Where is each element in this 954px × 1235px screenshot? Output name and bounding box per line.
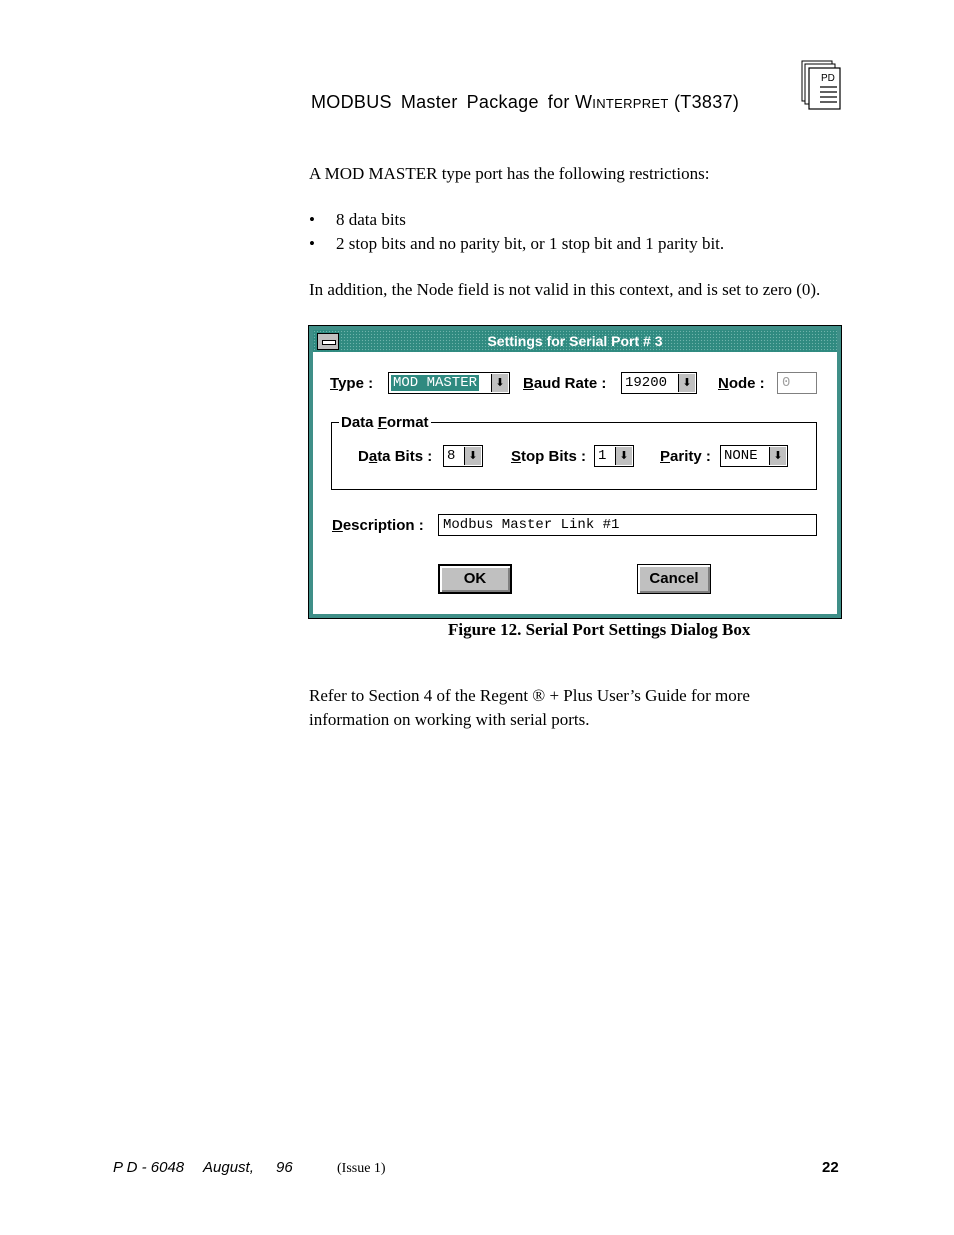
- dialog-titlebar[interactable]: [313, 330, 837, 352]
- cancel-button[interactable]: Cancel: [637, 564, 711, 594]
- baud-rate-select[interactable]: [621, 372, 697, 394]
- restrictions-list: [309, 208, 724, 256]
- dropdown-arrow-icon[interactable]: ⬇: [678, 374, 695, 392]
- data-bits-value: 8: [447, 448, 456, 464]
- refer-paragraph-line1: Refer to Section 4 of the Regent ® + Plus User’s Guide for more: [309, 686, 750, 705]
- dialog-client-area: [313, 330, 837, 614]
- type-select[interactable]: [388, 372, 510, 394]
- list-item: • 2 stop bits and no parity bit, or 1 stop bit and 1 parity bit.: [309, 232, 724, 256]
- description-field[interactable]: [438, 514, 817, 536]
- data-bits-label: Data Bits :: [358, 448, 433, 465]
- pd-document-icon: [801, 60, 841, 110]
- footer-doc-id: P D - 6048: [113, 1159, 185, 1176]
- type-select-value: MOD MASTER: [393, 375, 478, 391]
- header-word: Winterpret: [575, 92, 669, 112]
- serial-port-settings-dialog: [308, 325, 842, 619]
- baud-rate-label: Baud Rate :: [523, 375, 607, 392]
- baud-rate-value: 19200: [625, 375, 668, 391]
- footer-month: August,: [203, 1159, 254, 1176]
- parity-value: NONE: [724, 448, 758, 464]
- footer-issue: (Issue 1): [337, 1161, 386, 1176]
- data-format-group-label: Data Format: [341, 414, 429, 431]
- header-word: for: [547, 92, 570, 112]
- pd-logo-text: PD: [821, 73, 835, 84]
- header-word: Master: [400, 92, 458, 112]
- dropdown-arrow-icon[interactable]: ⬇: [769, 447, 786, 465]
- node-note-paragraph: In addition, the Node field is not valid in this context, and is set to zero (0).: [309, 280, 821, 299]
- page-number: 22: [822, 1159, 839, 1176]
- stop-bits-value: 1: [598, 448, 607, 464]
- data-bits-select[interactable]: [443, 445, 483, 467]
- header-word: MODBUS: [311, 92, 392, 112]
- header-word: (T3837): [673, 92, 740, 112]
- node-field-value: 0: [782, 375, 791, 391]
- intro-paragraph: A MOD MASTER type port has the following restrictions:: [309, 164, 710, 183]
- parity-label: Parity :: [660, 448, 711, 465]
- footer-year: 96: [276, 1159, 293, 1176]
- dropdown-arrow-icon[interactable]: ⬇: [615, 447, 632, 465]
- stop-bits-label: Stop Bits :: [511, 448, 587, 465]
- stop-bits-select[interactable]: [594, 445, 634, 467]
- dropdown-arrow-icon[interactable]: ⬇: [491, 374, 508, 392]
- header-word: Package: [466, 92, 539, 112]
- refer-paragraph-line2: information on working with serial ports.: [309, 710, 590, 729]
- dropdown-arrow-icon[interactable]: ⬇: [464, 447, 481, 465]
- list-item: • 8 data bits: [309, 208, 724, 232]
- ok-button[interactable]: OK: [438, 564, 512, 594]
- type-label: Type :: [330, 375, 374, 392]
- page-header-title: [311, 92, 739, 113]
- dialog-title: Settings for Serial Port # 3: [487, 333, 663, 349]
- figure-caption: Figure 12. Serial Port Settings Dialog Box: [448, 620, 751, 639]
- node-field: [777, 372, 817, 394]
- description-label: Description :: [332, 517, 424, 534]
- node-label: Node :: [718, 375, 765, 392]
- parity-select[interactable]: [720, 445, 788, 467]
- description-value: Modbus Master Link #1: [443, 517, 620, 533]
